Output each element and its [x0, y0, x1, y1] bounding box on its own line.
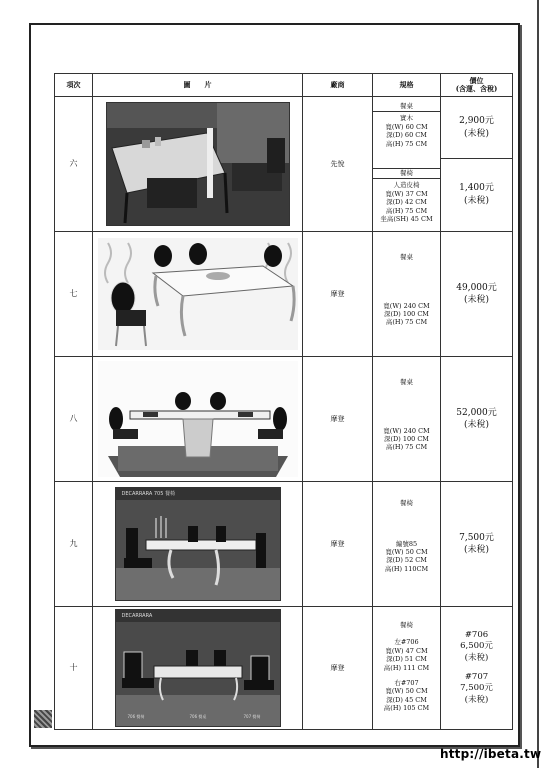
spec-lines: [373, 630, 440, 715]
price-block: [441, 159, 512, 231]
section-label: 餐桌: [373, 102, 440, 112]
table-row: [55, 232, 513, 357]
price-model: #706: [464, 629, 489, 640]
price-cell: [441, 357, 513, 482]
price-tax-note: (未稅): [463, 420, 490, 430]
spec-line: 高(H) 75 CM: [385, 318, 428, 327]
row-number: 七: [55, 232, 93, 357]
vendor-cell: 摩登: [303, 232, 373, 357]
vendor-cell: 摩登: [303, 482, 373, 607]
price-cell: [441, 232, 513, 357]
dining-set-photo: [115, 609, 281, 727]
spec-line: 高(H) 110CM: [384, 564, 429, 573]
photo-caption: 706 餐桌: [189, 714, 207, 719]
table-row: [55, 97, 513, 232]
spec-line: 左#706: [394, 638, 419, 647]
spec-line: 寬(W) 60 CM: [385, 122, 428, 131]
spec-line: 寬(W) 50 CM: [385, 687, 428, 696]
spec-cell: [373, 607, 441, 730]
price-block: [441, 98, 512, 159]
spec-line: 深(D) 42 CM: [386, 198, 427, 207]
spec-line: 寬(W) 37 CM: [385, 189, 428, 198]
photo-cell: [93, 232, 303, 357]
table-row: [55, 482, 513, 607]
table-row: [55, 357, 513, 482]
row-number: 八: [55, 357, 93, 482]
price-cell: [441, 607, 513, 730]
spec-line: 高(H) 111 CM: [383, 663, 430, 672]
photo-cell: [93, 357, 303, 482]
price-amount: 7,500元: [459, 532, 494, 543]
spec-line: 深(D) 52 CM: [386, 556, 427, 565]
section-label: 餐椅: [400, 498, 413, 507]
price-tax-note: (未稅): [463, 545, 490, 555]
spec-line: 編號85: [395, 539, 418, 548]
price-tax-note: (未稅): [463, 195, 490, 206]
spec-cell: [373, 232, 441, 357]
price-model: #707: [464, 672, 489, 682]
price-spacer: [441, 664, 512, 672]
spec-cell: [373, 97, 441, 232]
section-label: 餐椅: [400, 621, 413, 630]
spec-line: 右#707: [394, 679, 419, 687]
spec-lines: [373, 508, 440, 590]
header-price-note: (含運、含稅): [455, 84, 498, 93]
row-number: 六: [55, 97, 93, 232]
photo-caption: 706 餐椅: [127, 714, 145, 719]
dining-set-photo: [98, 238, 298, 350]
site-watermark: http://ibeta.tw: [440, 747, 542, 761]
header-spec: 規格: [373, 74, 441, 97]
header-vendor: 廠商: [303, 74, 373, 97]
price-tax-note: (未稅): [464, 694, 489, 705]
photo-caption: DECARRARA 705 餐椅: [121, 491, 176, 497]
spec-line: 人造皮椅: [393, 181, 420, 190]
photo-cell: [93, 607, 303, 730]
spec-lines: [373, 112, 440, 168]
section-label: 餐椅: [373, 168, 440, 179]
spec-line: 深(D) 60 CM: [386, 131, 427, 140]
row-number: 九: [55, 482, 93, 607]
spec-line: 深(D) 45 CM: [386, 695, 427, 704]
table-header-row: [55, 74, 513, 97]
header-item-no: 項次: [55, 74, 93, 97]
section-label: 餐桌: [400, 377, 413, 386]
photo-caption: DECARRARA: [121, 613, 153, 619]
price-amount: 52,000元: [456, 407, 497, 418]
dining-set-photo: [98, 361, 298, 477]
spec-cell: [373, 482, 441, 607]
price-cell: [441, 482, 513, 607]
photo-caption: 707 餐椅: [243, 714, 261, 719]
spec-line: 寬(W) 240 CM: [383, 426, 430, 435]
vendor-cell: 先悅: [303, 97, 373, 232]
price-amount: 7,500元: [460, 683, 493, 694]
furniture-spec-table: [54, 73, 513, 730]
spec-line: 高(H) 75 CM: [385, 139, 428, 148]
spec-line: 高(H) 75 CM: [385, 206, 428, 215]
vendor-cell: 摩登: [303, 357, 373, 482]
row-number: 十: [55, 607, 93, 730]
spec-line: 深(D) 100 CM: [384, 309, 429, 318]
vendor-cell: 摩登: [303, 607, 373, 730]
dining-set-photo: [115, 487, 281, 601]
spec-line: 坐高(SH) 45 CM: [380, 215, 433, 224]
header-image: 圖 片: [93, 74, 303, 97]
spec-line: 高(H) 75 CM: [385, 443, 428, 452]
spec-line: 寬(W) 50 CM: [385, 547, 428, 556]
table-row: [55, 607, 513, 730]
photo-cell: [93, 482, 303, 607]
scan-corner-mark: [34, 710, 52, 728]
spec-lines: [373, 387, 440, 461]
section-label: 餐桌: [400, 252, 413, 261]
spec-line: 深(D) 51 CM: [386, 655, 427, 664]
scan-edge-line: [537, 0, 539, 768]
price-amount: 6,500元: [460, 641, 493, 652]
spec-line: 深(D) 100 CM: [384, 434, 429, 443]
spec-line: 寬(W) 240 CM: [383, 301, 430, 310]
spec-line: [373, 672, 440, 679]
spec-lines: [373, 179, 440, 225]
spec-line: 寬(W) 47 CM: [385, 646, 428, 655]
spec-line: 高(H) 105 CM: [383, 704, 430, 713]
spec-line: 實木: [400, 114, 413, 123]
header-price: [441, 74, 513, 97]
price-tax-note: (未稅): [464, 652, 489, 663]
spec-lines: [373, 262, 440, 336]
price-amount: 2,900元: [459, 116, 494, 127]
price-tax-note: (未稅): [463, 295, 490, 305]
price-tax-note: (未稅): [463, 128, 490, 139]
price-amount: 49,000元: [456, 282, 497, 293]
header-price-title: 價位: [469, 75, 484, 85]
spec-cell: [373, 357, 441, 482]
dining-set-photo: [106, 102, 290, 226]
price-amount: 1,400元: [459, 183, 494, 194]
photo-cell: [93, 97, 303, 232]
price-cell: [441, 97, 513, 232]
